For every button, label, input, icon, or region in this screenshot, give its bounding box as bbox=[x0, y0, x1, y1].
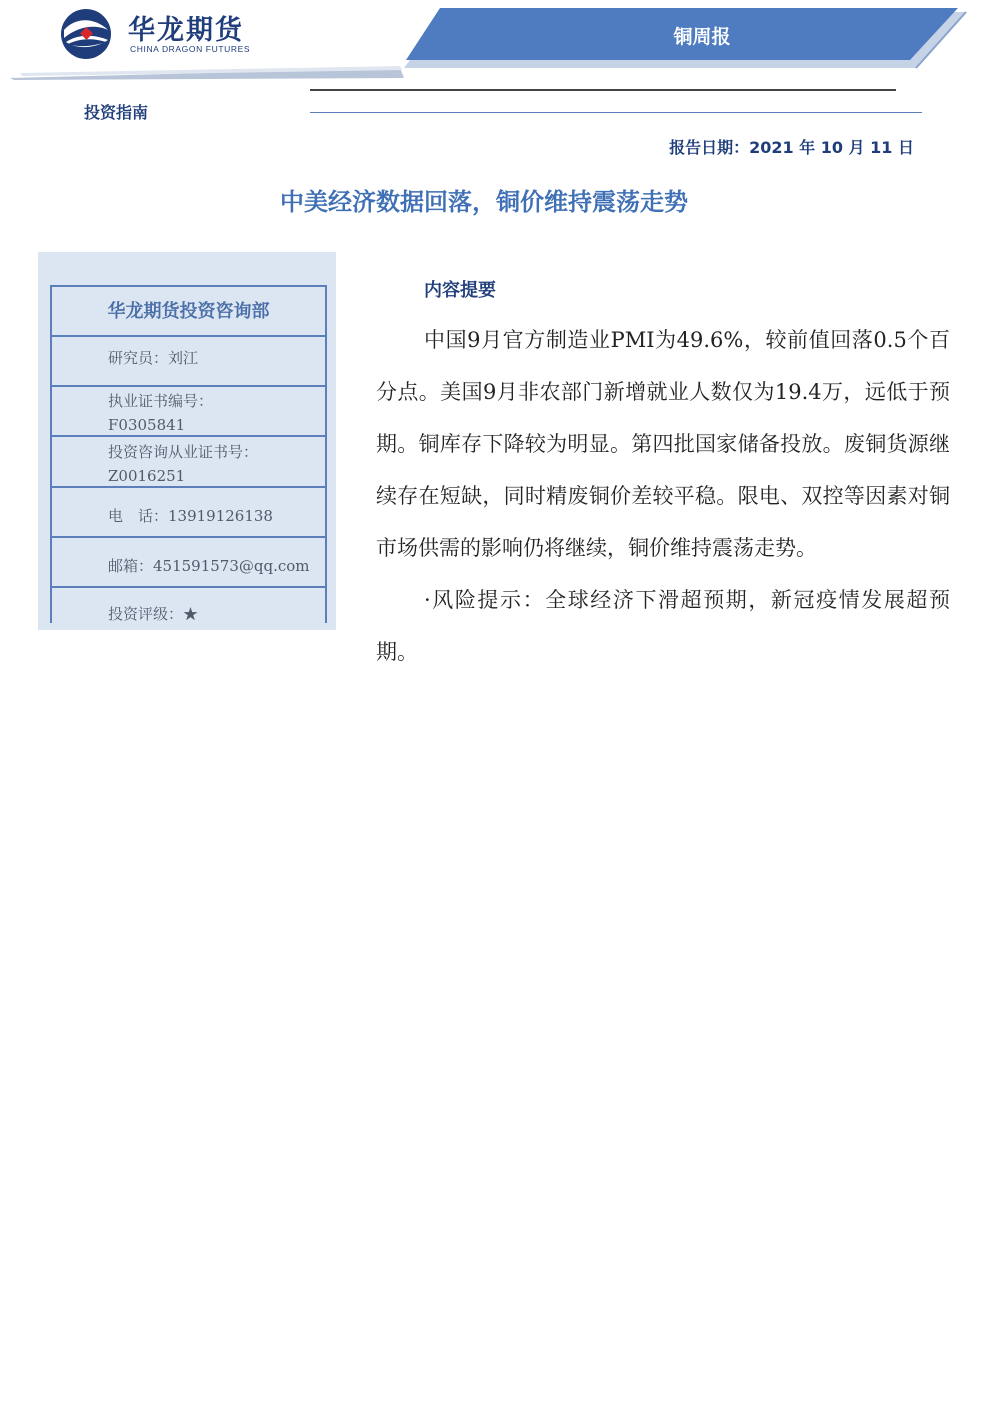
license-label: 执业证书编号： bbox=[108, 392, 214, 410]
risk-warning-paragraph: ·风险提示：全球经济下滑超预期，新冠疫情发展超预期。 bbox=[376, 588, 950, 664]
license-value: F0305841 bbox=[108, 416, 186, 434]
department-name: 华龙期货投资咨询部 bbox=[107, 301, 270, 322]
analyst-cell bbox=[52, 335, 325, 386]
email-cell bbox=[52, 536, 325, 587]
consult-license-number bbox=[108, 440, 258, 488]
phone-cell bbox=[52, 486, 325, 537]
report-type-banner-label: 铜周报 bbox=[673, 26, 731, 48]
consult-license-label: 投资咨询从业证书号： bbox=[108, 443, 259, 461]
report-date bbox=[669, 135, 914, 158]
license-number bbox=[108, 389, 213, 437]
summary-paragraph: 中国9月官方制造业PMI为49.6%，较前值回落0.5个百分点。美国9月非农部门新增就业人数仅为19.4万，远低于预期。铜库存下降较为明显。第四批国家储备投放。废铜货源继续存在短缺，同时精废铜价差较平稳。限电、双控等因素对铜市场供需的影响仍将继续，铜价维持震荡走势。 bbox=[376, 328, 950, 560]
phone-number: 电 话：13919126138 bbox=[108, 507, 273, 525]
header-divider-dark bbox=[310, 89, 896, 91]
investment-rating: 投资评级：★ bbox=[108, 605, 199, 623]
consult-license-cell bbox=[52, 435, 325, 486]
report-date-value: 2021 年 10 月 11 日 bbox=[749, 138, 914, 157]
section-label: 投资指南 bbox=[84, 103, 149, 122]
summary-body bbox=[376, 314, 950, 678]
report-date-label: 报告日期： bbox=[669, 138, 750, 157]
consult-license-value: Z0016251 bbox=[108, 467, 186, 485]
report-headline: 中美经济数据回落，铜价维持震荡走势 bbox=[280, 188, 688, 216]
analyst-info-table bbox=[50, 285, 327, 623]
header-divider-blue bbox=[310, 112, 922, 113]
summary-heading: 内容提要 bbox=[424, 280, 496, 301]
license-cell bbox=[52, 385, 325, 436]
analyst-name: 研究员：刘江 bbox=[108, 349, 199, 367]
logo-chinese-name: 华龙期货 bbox=[128, 15, 244, 46]
logo-english-name: CHINA DRAGON FUTURES bbox=[130, 44, 251, 54]
email-address: 邮箱：451591573@qq.com bbox=[108, 557, 310, 575]
department-cell bbox=[52, 285, 325, 336]
rating-cell bbox=[52, 586, 325, 623]
